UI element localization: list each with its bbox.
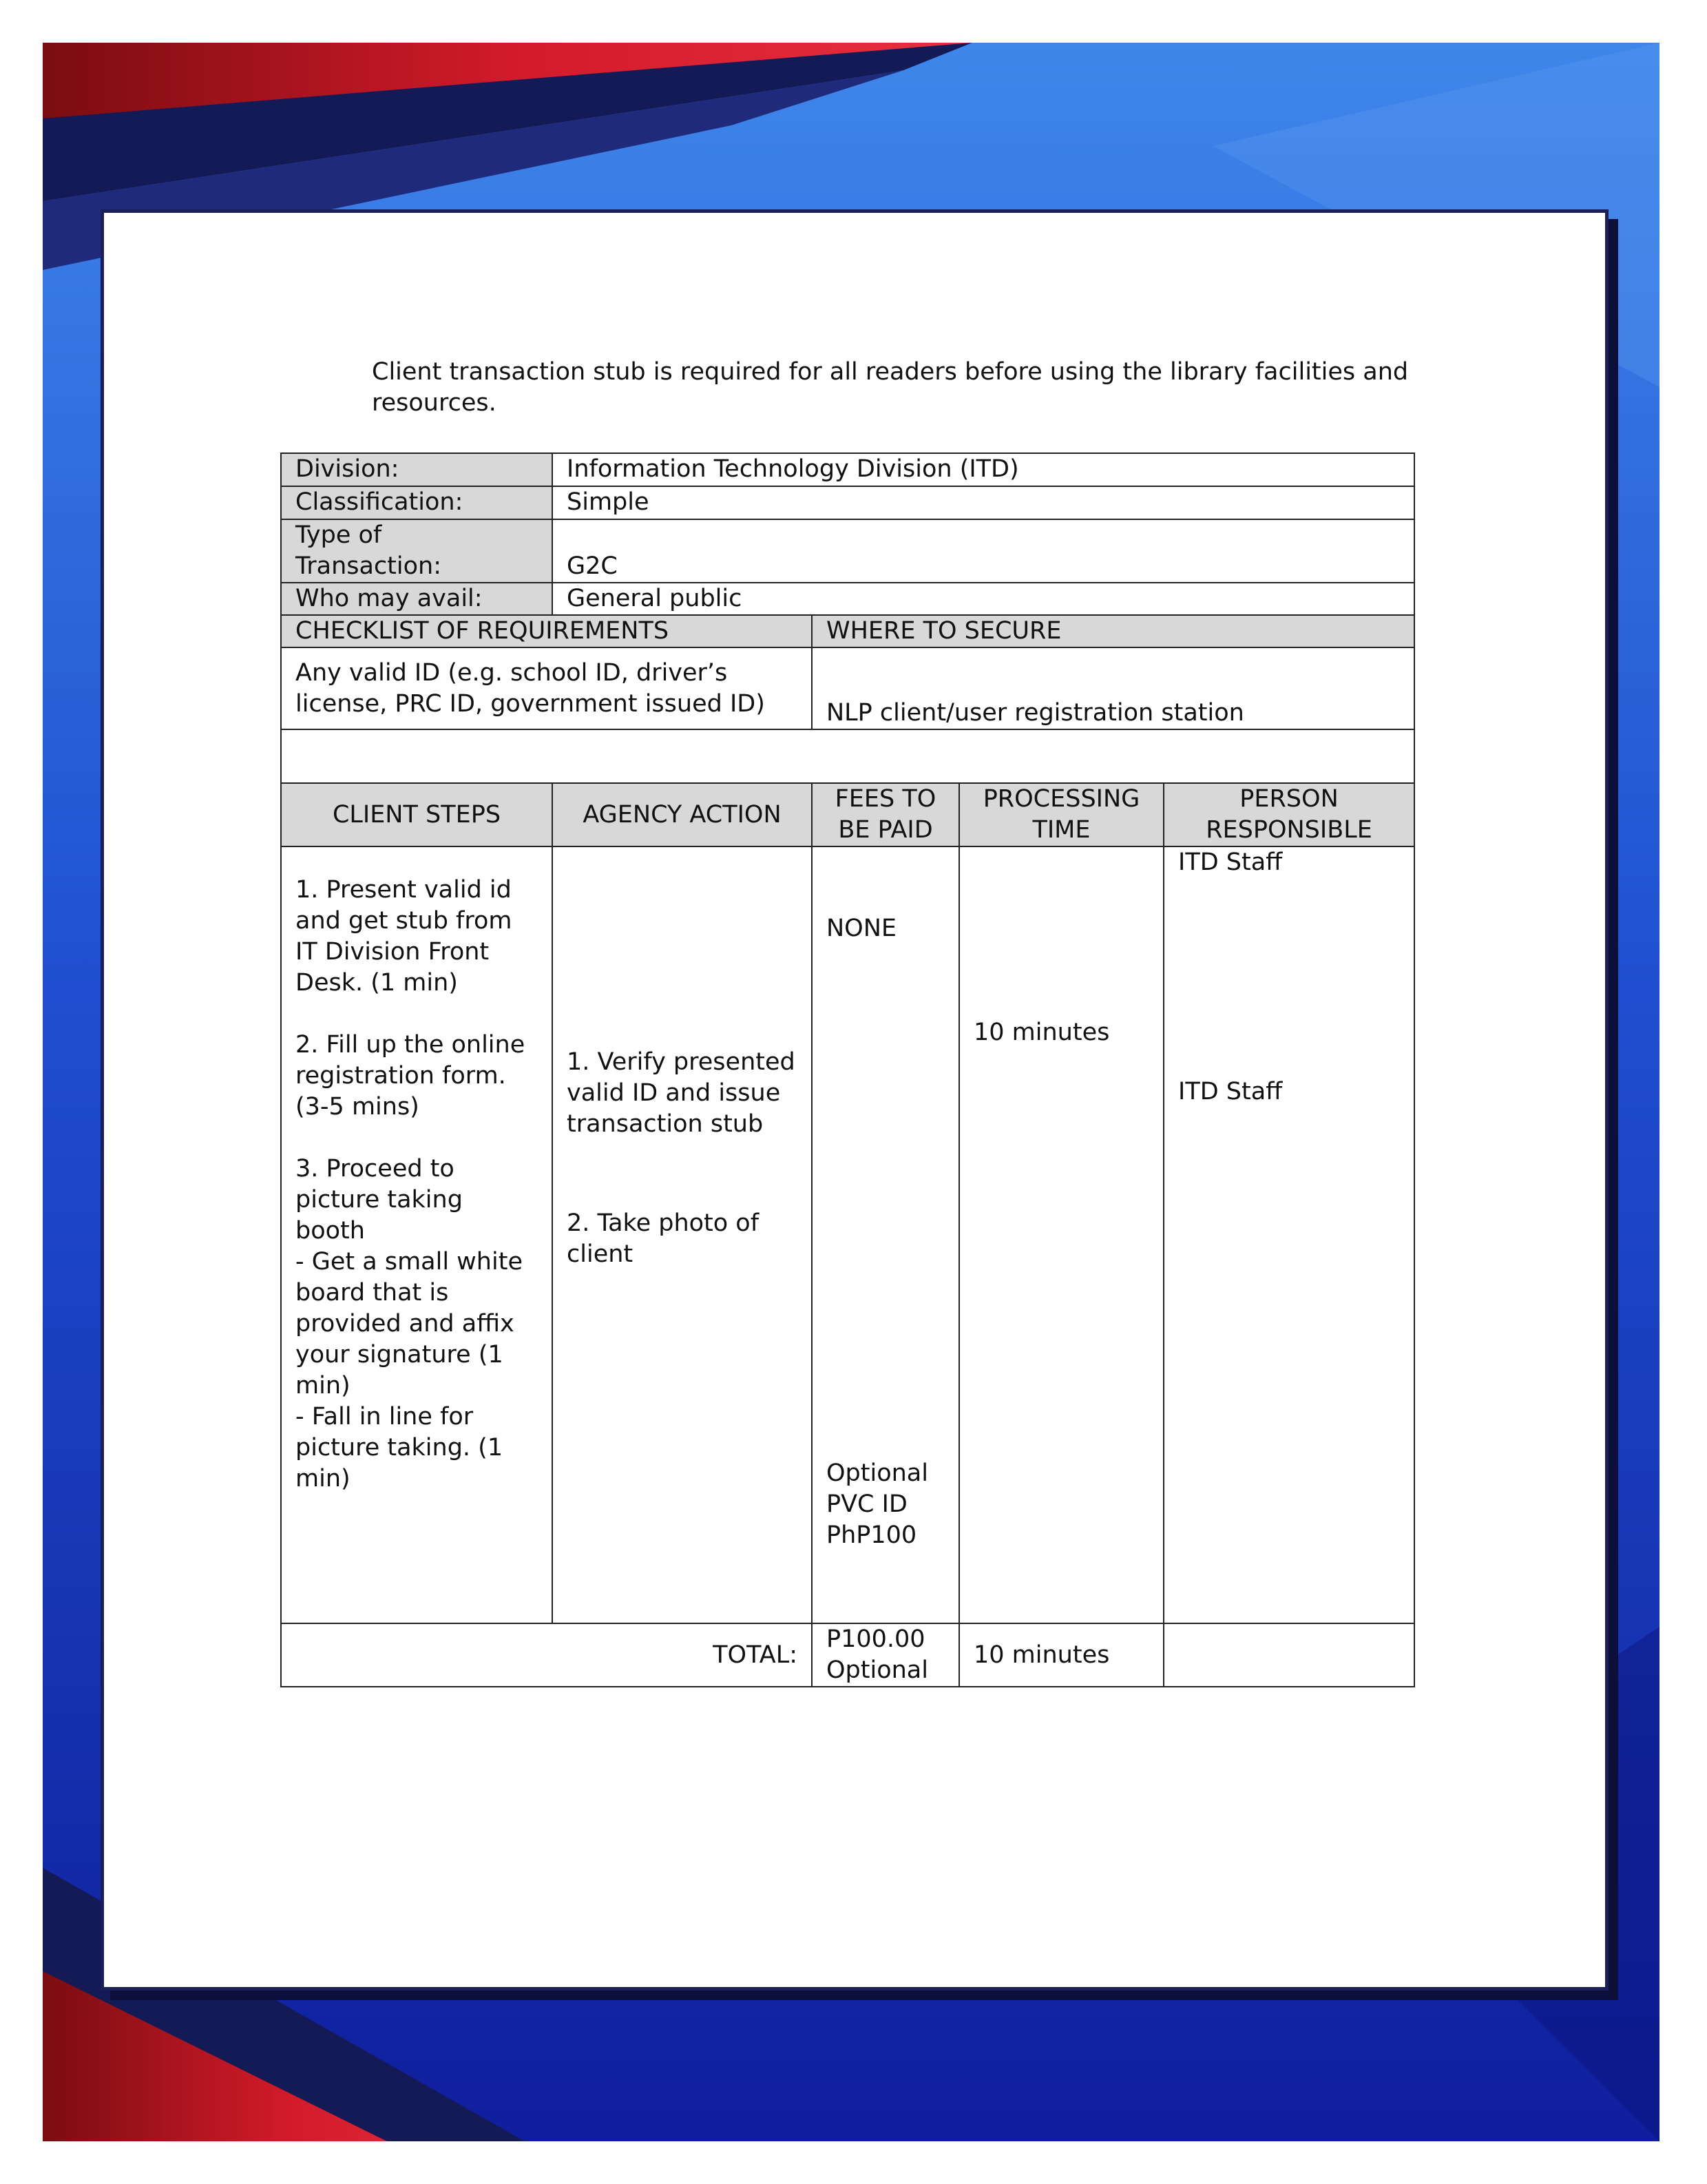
division-label: Division: — [281, 453, 552, 486]
fees-header: FEES TO BE PAID — [812, 783, 959, 846]
agency-action-cell — [552, 846, 812, 1623]
total-person — [1164, 1623, 1414, 1687]
transaction-type-label: Type of Transaction: — [281, 519, 552, 583]
person-responsible-cell — [1164, 846, 1414, 1623]
fee-none: NONE — [826, 915, 897, 942]
total-fee: P100.00 Optional — [812, 1623, 959, 1687]
client-steps-header: CLIENT STEPS — [281, 783, 552, 846]
classification-value: Simple — [552, 486, 1414, 519]
total-time: 10 minutes — [959, 1623, 1164, 1687]
fees-cell — [812, 846, 959, 1623]
spacer-row — [281, 729, 1414, 783]
who-may-avail-value: General public — [552, 583, 1414, 615]
where-to-secure-cell: NLP client/user registration station — [812, 647, 1414, 729]
agency-action-1: 1. Verify presented valid ID and issue transaction stub — [567, 1048, 795, 1138]
processing-time-cell — [959, 846, 1164, 1623]
service-table — [280, 453, 1415, 1687]
who-may-avail-label: Who may avail: — [281, 583, 552, 615]
person-responsible-header: PERSON RESPONSIBLE — [1164, 783, 1414, 846]
transaction-type-value: G2C — [552, 519, 1414, 583]
steps-header-row — [281, 783, 1414, 846]
classification-row — [281, 486, 1414, 519]
agency-action-header: AGENCY ACTION — [552, 783, 812, 846]
classification-label: Classification: — [281, 486, 552, 519]
total-label: TOTAL: — [281, 1623, 812, 1687]
steps-row — [281, 846, 1414, 1623]
spacer-cell — [281, 729, 1414, 783]
where-to-secure-header: WHERE TO SECURE — [812, 615, 1414, 647]
transaction-type-row — [281, 519, 1414, 583]
who-may-avail-row — [281, 583, 1414, 615]
total-row — [281, 1623, 1414, 1687]
checklist-row — [281, 647, 1414, 729]
checklist-header-row — [281, 615, 1414, 647]
requirement-cell: Any valid ID (e.g. school ID, driver’s license, PRC ID, government issued ID) — [281, 647, 812, 729]
checklist-requirements-header: CHECKLIST OF REQUIREMENTS — [281, 615, 812, 647]
client-steps-cell: 1. Present valid id and get stub from IT Division Front Desk. (1 min) 2. Fill up the online registration form. (3-5 mins) 3. Proceed to picture taking booth - Get a small white board that is provided and affix your signature (1 min) - Fall in line for picture taking. (1 min) — [281, 846, 552, 1623]
fee-optional-pvc-id: Optional PVC ID PhP100 — [826, 1459, 928, 1549]
person-responsible-2: ITD Staff — [1178, 1078, 1283, 1105]
person-responsible-1: ITD Staff — [1178, 849, 1283, 876]
division-value: Information Technology Division (ITD) — [552, 453, 1414, 486]
division-row — [281, 453, 1414, 486]
agency-action-2: 2. Take photo of client — [567, 1209, 760, 1268]
processing-time-header: PROCESSING TIME — [959, 783, 1164, 846]
processing-time-value: 10 minutes — [974, 1019, 1110, 1046]
intro-text: Client transaction stub is required for all readers before using the library facilities and resources. — [372, 358, 1409, 417]
